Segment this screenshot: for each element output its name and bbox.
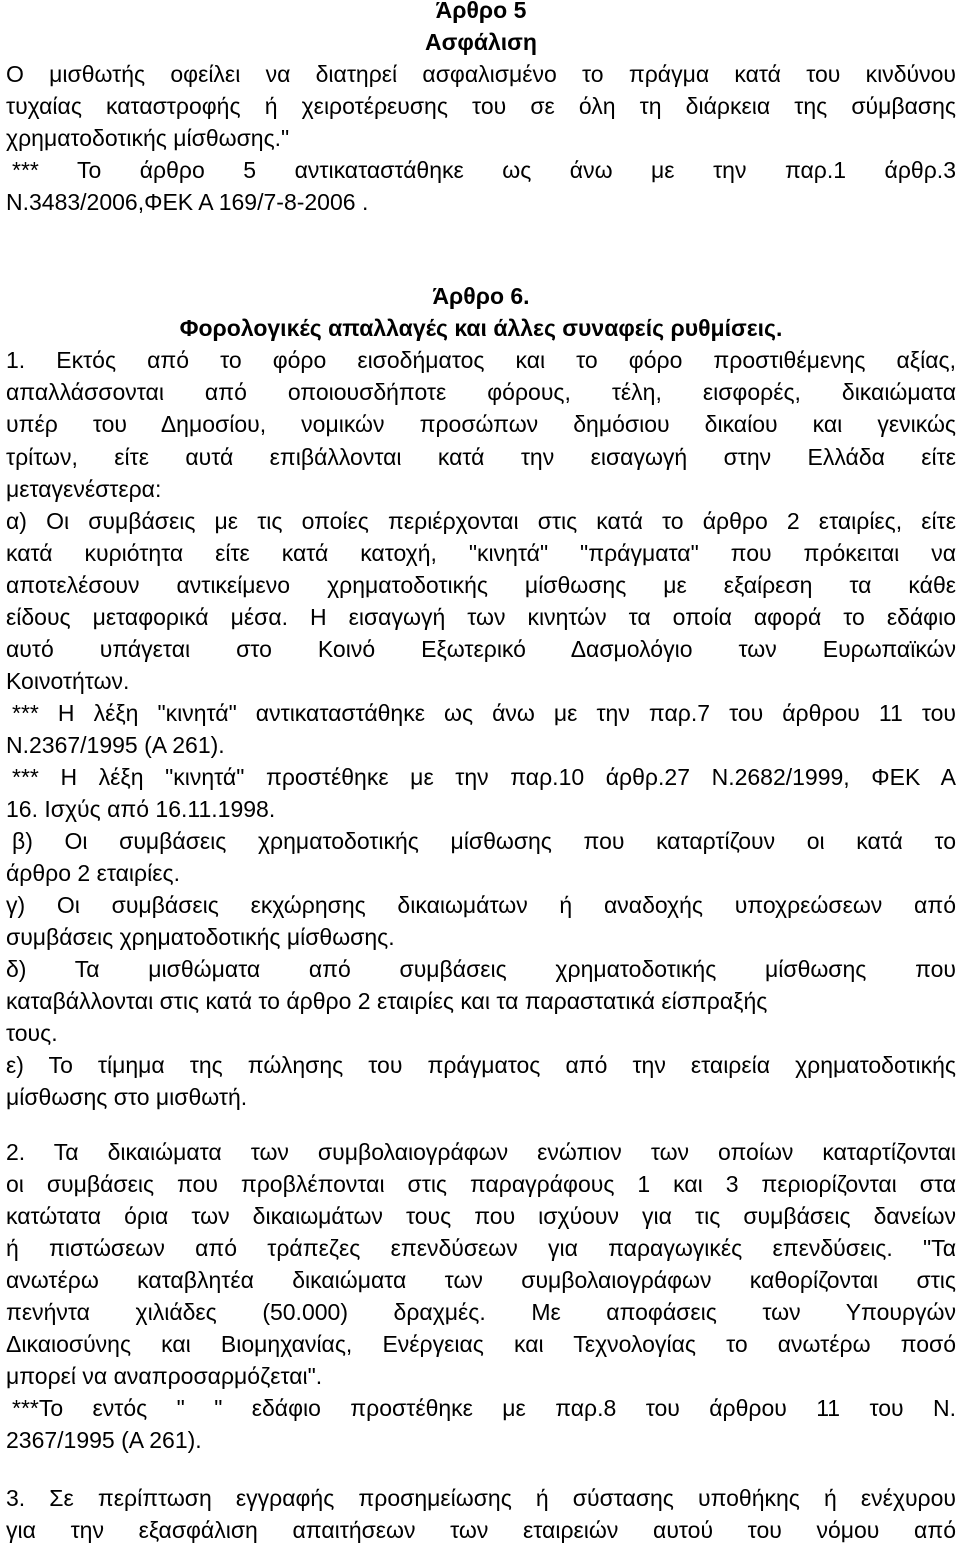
paragraph-1-line: απαλλάσσονται από οποιουσδήποτε φόρους, τέλη, εισφορές, δικαιώματα — [6, 379, 956, 405]
paragraph-1-line: τρίτων, είτε αυτά επιβάλλονται κατά την εισαγωγή στην Ελλάδα είτε — [6, 444, 956, 470]
article-5-text-line: χρηματοδοτικής μίσθωσης." — [6, 125, 290, 151]
item-a-line: αποτελέσουν αντικείμενο χρηματοδοτικής μίσθωσης με εξαίρεση τα κάθε — [6, 572, 956, 598]
note-line: 2367/1995 (Α 261). — [6, 1427, 202, 1453]
item-b-line: β) Οι συμβάσεις χρηματοδοτικής μίσθωσης που καταρτίζουν οι κατά το — [12, 828, 956, 854]
article-5-note-line: *** Το άρθρο 5 αντικαταστάθηκε ως άνω με την παρ.1 άρθρ.3 — [12, 157, 956, 183]
paragraph-2-line: πενήντα χιλιάδες (50.000) δραχμές. Με αποφάσεις των Υπουργών — [6, 1299, 956, 1325]
note-line: *** Η λέξη "κινητά" προστέθηκε με την παρ.10 άρθρ.27 Ν.2682/1999, ΦΕΚ Α — [12, 764, 956, 790]
item-a-line: α) Οι συμβάσεις με τις οποίες περιέρχονται στις κατά το άρθρο 2 εταιρίες, είτε — [6, 508, 956, 534]
article-5-heading: Άρθρο 5 — [435, 0, 527, 23]
article-6-subheading: Φορολογικές απαλλαγές και άλλες συναφείς ρυθμίσεις. — [179, 315, 783, 341]
paragraph-1-line: 1. Εκτός από το φόρο εισοδήματος και το φόρο προστιθέμενης αξίας, — [6, 347, 956, 373]
paragraph-2-line: ανωτέρω καταβλητέα δικαιώματα των συμβολαιογράφων καθορίζονται στις — [6, 1267, 956, 1293]
item-a-line: κατά κυριότητα είτε κατά κατοχή, "κινητά" "πράγματα" που πρόκειται να — [6, 540, 956, 566]
article-5-text-line: τυχαίας καταστροφής ή χειροτέρευσης του σε όλη τη διάρκεια της σύμβασης — [6, 93, 956, 119]
paragraph-2-line: κατώτατα όρια των δικαιωμάτων τους που ισχύουν για τις συμβάσεις δανείων — [6, 1203, 956, 1229]
item-b-line: άρθρο 2 εταιρίες. — [6, 860, 180, 886]
paragraph-2-line: ή πιστώσεων από τράπεζες επενδύσεων για παραγωγικές επενδύσεις. "Τα — [6, 1235, 956, 1261]
note-line: *** Η λέξη "κινητά" αντικαταστάθηκε ως άνω με την παρ.7 του άρθρου 11 του — [12, 700, 956, 726]
paragraph-2-line: οι συμβάσεις που προβλέπονται στις παραγράφους 1 και 3 περιορίζονται στα — [6, 1171, 956, 1197]
paragraph-2-line: 2. Τα δικαιώματα των συμβολαιογράφων ενώπιον των οποίων καταρτίζονται — [6, 1139, 956, 1165]
item-e-line: ε) Το τίμημα της πώλησης του πράγματος από την εταιρεία χρηματοδοτικής — [6, 1052, 956, 1078]
item-a-line: αυτό υπάγεται στο Κοινό Εξωτερικό Δασμολόγιο των Ευρωπαϊκών — [6, 636, 956, 662]
item-c-line: συμβάσεις χρηματοδοτικής μίσθωσης. — [6, 924, 395, 950]
item-c-line: γ) Οι συμβάσεις εκχώρησης δικαιωμάτων ή αναδοχής υποχρεώσεων από — [6, 892, 956, 918]
item-a-line: είδους μεταφορικά μέσα. Η εισαγωγή των κινητών τα οποία αφορά το εδάφιο — [6, 604, 956, 630]
paragraph-3-line: 3. Σε περίπτωση εγγραφής προσημείωσης ή σύστασης υποθήκης ή ενέχυρου — [6, 1485, 956, 1511]
paragraph-1-line: μεταγενέστερα: — [6, 476, 162, 502]
paragraph-2-line: Δικαιοσύνης και Βιομηχανίας, Ενέργειας και Τεχνολογίας το ανωτέρω ποσό — [6, 1331, 956, 1357]
article-5-note-line: Ν.3483/2006,ΦΕΚ Α 169/7-8-2006 . — [6, 189, 369, 215]
note-line: Ν.2367/1995 (Α 261). — [6, 732, 225, 758]
item-e-line: μίσθωσης στο μισθωτή. — [6, 1084, 248, 1110]
item-d-line: καταβάλλονται στις κατά το άρθρο 2 εταιρίες και τα παραστατικά είσπραξής — [6, 988, 768, 1014]
paragraph-3-line: για την εξασφάλιση απαιτήσεων των εταιρειών αυτού του νόμου από — [6, 1517, 956, 1543]
article-5-subheading: Ασφάλιση — [425, 29, 537, 55]
note-line: ***Το εντός " " εδάφιο προστέθηκε με παρ.8 του άρθρου 11 του Ν. — [12, 1395, 956, 1421]
item-d-line: τους. — [6, 1020, 58, 1046]
article-6-heading: Άρθρο 6. — [432, 283, 530, 309]
item-d-line: δ) Τα μισθώματα από συμβάσεις χρηματοδοτικής μίσθωσης που — [6, 956, 956, 982]
item-a-line: Κοινοτήτων. — [6, 668, 130, 694]
article-5-text-line: Ο μισθωτής οφείλει να διατηρεί ασφαλισμένο το πράγμα κατά του κινδύνου — [6, 61, 956, 87]
note-line: 16. Ισχύς από 16.11.1998. — [6, 796, 276, 822]
paragraph-1-line: υπέρ του Δημοσίου, νομικών προσώπων δημόσιου δικαίου και γενικώς — [6, 411, 956, 437]
paragraph-2-line: μπορεί να αναπροσαρμόζεται". — [6, 1363, 323, 1389]
